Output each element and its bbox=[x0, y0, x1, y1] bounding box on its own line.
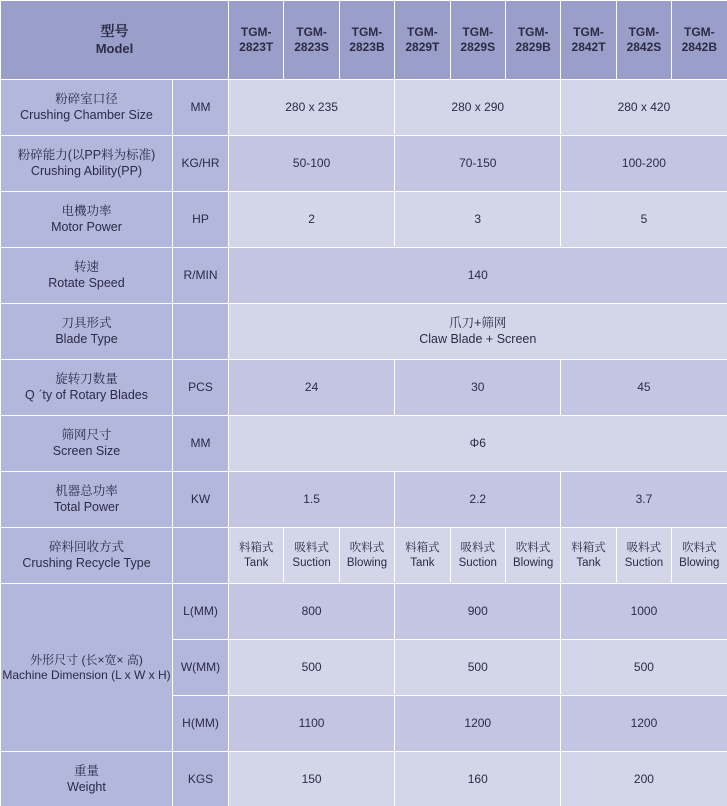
cell-recycle-2: 吹料式 Blowing bbox=[339, 528, 394, 584]
cell-total-power-2: 3.7 bbox=[561, 472, 727, 528]
cell-rotate-speed: 140 bbox=[229, 248, 727, 304]
cell-crushing-ability-1: 70-150 bbox=[395, 136, 561, 192]
cell-dimension-l-1: 900 bbox=[395, 584, 561, 640]
cell-dimension-w-2: 500 bbox=[561, 640, 727, 696]
cell-motor-power-0: 2 bbox=[229, 192, 395, 248]
cell-motor-power-2: 5 bbox=[561, 192, 727, 248]
table-row-screen-size bbox=[1, 416, 727, 472]
row-unit-dimension-w: W(MM) bbox=[173, 640, 229, 696]
row-unit-crushing-ability: KG/HR bbox=[173, 136, 229, 192]
row-unit-blade-type bbox=[173, 304, 229, 360]
cell-weight-0: 150 bbox=[229, 752, 395, 806]
header-model-3: TGM- 2829T bbox=[395, 1, 450, 80]
header-model-2: TGM- 2823B bbox=[339, 1, 394, 80]
cell-crushing-ability-2: 100-200 bbox=[561, 136, 727, 192]
row-unit-total-power: KW bbox=[173, 472, 229, 528]
header-model-0: TGM- 2823T bbox=[229, 1, 284, 80]
cell-recycle-7: 吸料式 Suction bbox=[616, 528, 671, 584]
cell-chamber-size-2: 280 x 420 bbox=[561, 80, 727, 136]
cell-dimension-w-1: 500 bbox=[395, 640, 561, 696]
table-row-recycle-type bbox=[1, 528, 727, 584]
header-model-5: TGM- 2829B bbox=[505, 1, 560, 80]
cell-dimension-h-2: 1200 bbox=[561, 696, 727, 752]
row-label-blade-type: 刀具形式 Blade Type bbox=[1, 304, 173, 360]
row-unit-chamber-size: MM bbox=[173, 80, 229, 136]
cell-recycle-3: 料箱式 Tank bbox=[395, 528, 450, 584]
table-row-rotate-speed bbox=[1, 248, 727, 304]
cell-dimension-h-0: 1100 bbox=[229, 696, 395, 752]
header-model-1: TGM- 2823S bbox=[284, 1, 339, 80]
cell-recycle-6: 料箱式 Tank bbox=[561, 528, 616, 584]
table-row-rotary-blade-qty bbox=[1, 360, 727, 416]
table-row-motor-power bbox=[1, 192, 727, 248]
row-unit-weight: KGS bbox=[173, 752, 229, 806]
row-label-screen-size: 筛网尺寸 Screen Size bbox=[1, 416, 173, 472]
header-model-7: TGM- 2842S bbox=[616, 1, 671, 80]
cell-blade-type: 爪刀+筛网 Claw Blade + Screen bbox=[229, 304, 727, 360]
row-label-crushing-ability: 粉碎能力(以PP料为标准) Crushing Ability(PP) bbox=[1, 136, 173, 192]
cell-dimension-w-0: 500 bbox=[229, 640, 395, 696]
cell-recycle-1: 吸料式 Suction bbox=[284, 528, 339, 584]
cell-recycle-4: 吸料式 Suction bbox=[450, 528, 505, 584]
cell-weight-1: 160 bbox=[395, 752, 561, 806]
row-label-motor-power: 电機功率 Motor Power bbox=[1, 192, 173, 248]
table-row-chamber-size bbox=[1, 80, 727, 136]
row-label-machine-dimension: 外形尺寸 (长×宽× 高) Machine Dimension (L x W x H) bbox=[1, 584, 173, 752]
row-label-chamber-size: 粉碎室口径 Crushing Chamber Size bbox=[1, 80, 173, 136]
cell-recycle-5: 吹料式 Blowing bbox=[505, 528, 560, 584]
row-label-rotate-speed: 转速 Rotate Speed bbox=[1, 248, 173, 304]
row-label-rotary-blade-qty: 旋转刀数量 Q ˊty of Rotary Blades bbox=[1, 360, 173, 416]
row-label-recycle-type: 碎料回收方式 Crushing Recycle Type bbox=[1, 528, 173, 584]
table-header-row bbox=[1, 1, 727, 80]
table-row-dimension-l bbox=[1, 584, 727, 640]
cell-motor-power-1: 3 bbox=[395, 192, 561, 248]
row-label-weight: 重量 Weight bbox=[1, 752, 173, 806]
table-row-total-power bbox=[1, 472, 727, 528]
cell-rotary-blade-qty-0: 24 bbox=[229, 360, 395, 416]
row-unit-recycle-type bbox=[173, 528, 229, 584]
header-model-8: TGM- 2842B bbox=[672, 1, 727, 80]
cell-recycle-0: 料箱式 Tank bbox=[229, 528, 284, 584]
row-unit-dimension-h: H(MM) bbox=[173, 696, 229, 752]
cell-rotary-blade-qty-1: 30 bbox=[395, 360, 561, 416]
cell-dimension-l-2: 1000 bbox=[561, 584, 727, 640]
row-unit-rotary-blade-qty: PCS bbox=[173, 360, 229, 416]
cell-rotary-blade-qty-2: 45 bbox=[561, 360, 727, 416]
cell-chamber-size-0: 280 x 235 bbox=[229, 80, 395, 136]
cell-dimension-l-0: 800 bbox=[229, 584, 395, 640]
table-row-crushing-ability bbox=[1, 136, 727, 192]
cell-screen-size: Φ6 bbox=[229, 416, 727, 472]
table-row-weight bbox=[1, 752, 727, 806]
cell-weight-2: 200 bbox=[561, 752, 727, 806]
row-unit-dimension-l: L(MM) bbox=[173, 584, 229, 640]
header-model-label: 型号 Model bbox=[1, 1, 229, 80]
cell-crushing-ability-0: 50-100 bbox=[229, 136, 395, 192]
cell-dimension-h-1: 1200 bbox=[395, 696, 561, 752]
table-row-blade-type bbox=[1, 304, 727, 360]
header-model-6: TGM- 2842T bbox=[561, 1, 616, 80]
row-unit-screen-size: MM bbox=[173, 416, 229, 472]
row-unit-motor-power: HP bbox=[173, 192, 229, 248]
row-unit-rotate-speed: R/MIN bbox=[173, 248, 229, 304]
row-label-total-power: 机器总功率 Total Power bbox=[1, 472, 173, 528]
header-model-4: TGM- 2829S bbox=[450, 1, 505, 80]
cell-total-power-0: 1.5 bbox=[229, 472, 395, 528]
cell-chamber-size-1: 280 x 290 bbox=[395, 80, 561, 136]
cell-recycle-8: 吹料式 Blowing bbox=[672, 528, 727, 584]
cell-total-power-1: 2.2 bbox=[395, 472, 561, 528]
